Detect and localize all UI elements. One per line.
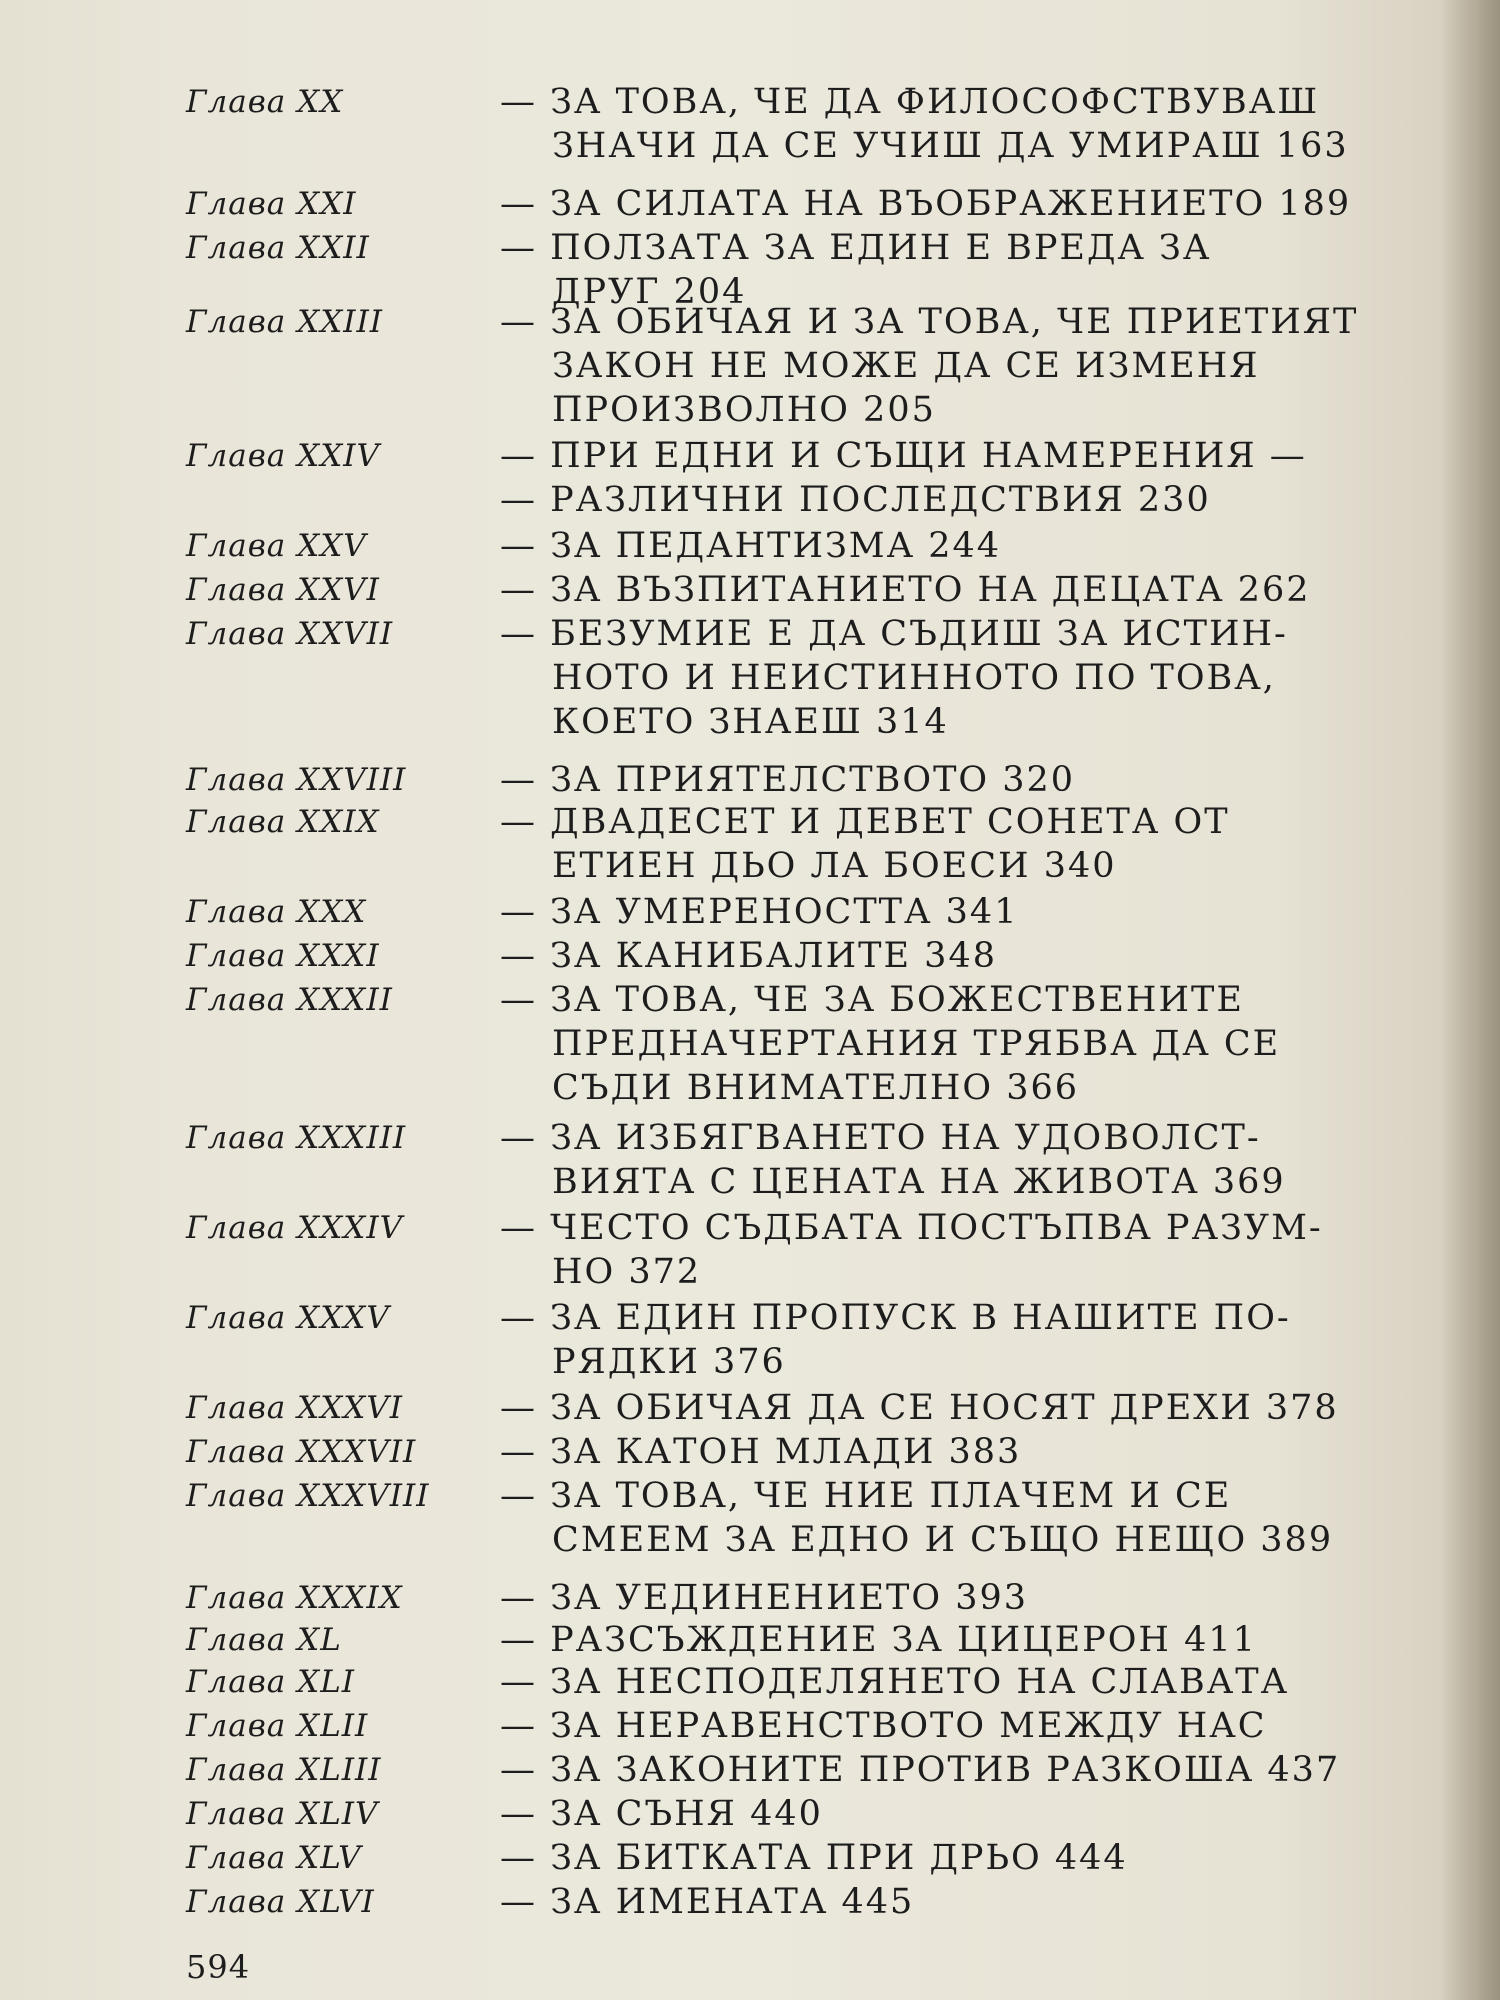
chapter-title-line: — ЗА СИЛАТА НА ВЪОБРАЖЕНИЕТО 189 bbox=[500, 184, 1352, 224]
chapter-title-line: — ЗА ОБИЧАЯ И ЗА ТОВА, ЧЕ ПРИЕТИЯТ bbox=[500, 302, 1359, 342]
chapter-label: Глава XXI bbox=[186, 186, 357, 222]
chapter-title bbox=[500, 1618, 1312, 1662]
chapter-title bbox=[500, 1116, 1312, 1204]
chapter-title-line: — ЗА УМЕРЕНОСТТА 341 bbox=[500, 892, 1019, 932]
chapter-label: Глава XLIV bbox=[186, 1796, 379, 1832]
chapter-label: Глава XXIII bbox=[186, 304, 383, 340]
chapter-title-line: ЕТИЕН ДЬО ЛА БОЕСИ 340 bbox=[552, 846, 1117, 886]
chapter-label: Глава XXX bbox=[186, 894, 367, 930]
chapter-title bbox=[500, 1474, 1334, 1562]
chapter-label: Глава XLIII bbox=[186, 1752, 382, 1788]
chapter-title bbox=[500, 1386, 1339, 1430]
chapter-title bbox=[500, 568, 1312, 612]
chapter-label: Глава XXXIV bbox=[186, 1210, 403, 1246]
chapter-title-line: — ЗА ПЕДАНТИЗМА 244 bbox=[500, 526, 1002, 566]
chapter-title-line: — ЗА ТОВА, ЧЕ НИЕ ПЛАЧЕМ И СЕ bbox=[500, 1476, 1232, 1516]
chapter-label: Глава XXVIII bbox=[186, 762, 407, 798]
chapter-label: Глава XXII bbox=[186, 230, 370, 266]
chapter-title-line: — ПРИ ЕДНИ И СЪЩИ НАМЕРЕНИЯ — bbox=[500, 436, 1307, 476]
chapter-title-line: — ЗА ЕДИН ПРОПУСК В НАШИТЕ ПО- bbox=[500, 1298, 1291, 1338]
chapter-title bbox=[500, 800, 1312, 888]
chapter-label: Глава XXV bbox=[186, 528, 367, 564]
chapter-title bbox=[500, 1576, 1312, 1620]
chapter-title-line: — ЧЕСТО СЪДБАТА ПОСТЪПВА РАЗУМ- bbox=[500, 1208, 1323, 1248]
chapter-title-line: — ЗА УЕДИНЕНИЕТО 393 bbox=[500, 1578, 1029, 1618]
chapter-title-line: СЪДИ ВНИМАТЕЛНО 366 bbox=[552, 1068, 1080, 1108]
chapter-title bbox=[500, 1430, 1312, 1474]
chapter-title-line: — ЗА ПРИЯТЕЛСТВОТО 320 bbox=[500, 760, 1076, 800]
chapter-label: Глава XXXVIII bbox=[186, 1478, 430, 1514]
chapter-title-line: — ЗА КАНИБАЛИТЕ 348 bbox=[500, 936, 997, 976]
chapter-title bbox=[500, 890, 1312, 934]
chapter-title-line: ДРУГ 204 bbox=[552, 272, 747, 312]
chapter-title-line: — ЗА ВЪЗПИТАНИЕТО НА ДЕЦАТА 262 bbox=[500, 570, 1311, 610]
chapter-label: Глава XXXVI bbox=[186, 1390, 403, 1426]
chapter-title bbox=[500, 182, 1352, 226]
chapter-label: Глава XXXII bbox=[186, 982, 393, 1018]
chapter-title-line: — РАЗЛИЧНИ ПОСЛЕДСТВИЯ 230 bbox=[500, 480, 1211, 520]
chapter-label: Глава XXVI bbox=[186, 572, 380, 608]
chapter-title-line: — ЗА ОБИЧАЯ ДА СЕ НОСЯТ ДРЕХИ 378 bbox=[500, 1388, 1339, 1428]
chapter-title bbox=[500, 80, 1349, 168]
chapter-title-line: — ЗА ЗАКОНИТЕ ПРОТИВ РАЗКОША 437 bbox=[500, 1750, 1341, 1790]
chapter-title-line: — ЗА БИТКАТА ПРИ ДРЬО 444 bbox=[500, 1838, 1128, 1878]
chapter-title-line: — ЗА ИМЕНАТА 445 bbox=[500, 1882, 915, 1922]
chapter-title-line: — ПОЛЗАТА ЗА ЕДИН Е ВРЕДА ЗА bbox=[500, 228, 1212, 268]
chapter-title bbox=[500, 1206, 1323, 1294]
chapter-title-line: РЯДКИ 376 bbox=[552, 1342, 786, 1382]
chapter-label: Глава XXXIX bbox=[186, 1580, 403, 1616]
chapter-title-line: — БЕЗУМИЕ Е ДА СЪДИШ ЗА ИСТИН- bbox=[500, 614, 1288, 654]
chapter-title-line: — РАЗСЪЖДЕНИЕ ЗА ЦИЦЕРОН 411 bbox=[500, 1620, 1257, 1660]
chapter-title-line: — ЗА НЕСПОДЕЛЯНЕТО НА СЛАВАТА bbox=[500, 1662, 1290, 1702]
chapter-title bbox=[500, 758, 1312, 802]
chapter-label: Глава XLII bbox=[186, 1708, 369, 1744]
chapter-title bbox=[500, 1704, 1312, 1748]
chapter-title-line: КОЕТО ЗНАЕШ 314 bbox=[552, 702, 949, 742]
chapter-label: Глава XLI bbox=[186, 1664, 356, 1700]
chapter-title bbox=[500, 1792, 1312, 1836]
chapter-title bbox=[500, 300, 1359, 432]
chapter-title-line: — ЗА КАТОН МЛАДИ 383 bbox=[500, 1432, 1022, 1472]
chapter-title bbox=[500, 612, 1312, 744]
chapter-title-line: — ЗА ТОВА, ЧЕ ДА ФИЛОСОФСТВУВАШ bbox=[500, 82, 1320, 122]
chapter-title-line: ПРОИЗВОЛНО 205 bbox=[552, 390, 936, 430]
chapter-title bbox=[500, 1660, 1312, 1704]
chapter-label: Глава XXXV bbox=[186, 1300, 390, 1336]
chapter-title-line: — ЗА СЪНЯ 440 bbox=[500, 1794, 823, 1834]
chapter-title-line: — ЗА ТОВА, ЧЕ ЗА БОЖЕСТВЕНИТЕ bbox=[500, 980, 1244, 1020]
chapter-label: Глава XLV bbox=[186, 1840, 362, 1876]
chapter-label: Глава XXIV bbox=[186, 438, 380, 474]
chapter-title-line: — ЗА НЕРАВЕНСТВОТО МЕЖДУ НАС bbox=[500, 1706, 1267, 1746]
chapter-title-line: СМЕЕМ ЗА ЕДНО И СЪЩО НЕЩО 389 bbox=[552, 1520, 1334, 1560]
chapter-title bbox=[500, 434, 1312, 522]
chapter-title bbox=[500, 524, 1312, 568]
page-number: 594 bbox=[186, 1948, 251, 1986]
chapter-title-line: НОТО И НЕИСТИННОТО ПО ТОВА, bbox=[552, 658, 1276, 698]
chapter-title-line: ЗНАЧИ ДА СЕ УЧИШ ДА УМИРАШ 163 bbox=[552, 126, 1349, 166]
chapter-title bbox=[500, 1880, 1312, 1924]
chapter-label: Глава XXXVII bbox=[186, 1434, 417, 1470]
chapter-label: Глава XXXI bbox=[186, 938, 380, 974]
chapter-label: Глава XL bbox=[186, 1622, 342, 1658]
chapter-label: Глава XLVI bbox=[186, 1884, 375, 1920]
chapter-title bbox=[500, 1836, 1312, 1880]
chapter-title-line: ПРЕДНАЧЕРТАНИЯ ТРЯБВА ДА СЕ bbox=[552, 1024, 1281, 1064]
chapter-title-line: ВИЯТА С ЦЕНАТА НА ЖИВОТА 369 bbox=[552, 1162, 1286, 1202]
chapter-title-line: — ЗА ИЗБЯГВАНЕТО НА УДОВОЛСТ- bbox=[500, 1118, 1261, 1158]
chapter-title bbox=[500, 1748, 1341, 1792]
chapter-title-line: НО 372 bbox=[552, 1252, 702, 1292]
chapter-label: Глава XX bbox=[186, 84, 344, 120]
chapter-label: Глава XXIX bbox=[186, 804, 380, 840]
chapter-label: Глава XXXIII bbox=[186, 1120, 407, 1156]
chapter-label: Глава XXVII bbox=[186, 616, 394, 652]
chapter-title-line: ЗАКОН НЕ МОЖЕ ДА СЕ ИЗМЕНЯ bbox=[552, 346, 1260, 386]
chapter-title bbox=[500, 934, 1312, 978]
chapter-title bbox=[500, 978, 1312, 1110]
chapter-title-line: — ДВАДЕСЕТ И ДЕВЕТ СОНЕТА ОТ bbox=[500, 802, 1230, 842]
chapter-title bbox=[500, 1296, 1312, 1384]
